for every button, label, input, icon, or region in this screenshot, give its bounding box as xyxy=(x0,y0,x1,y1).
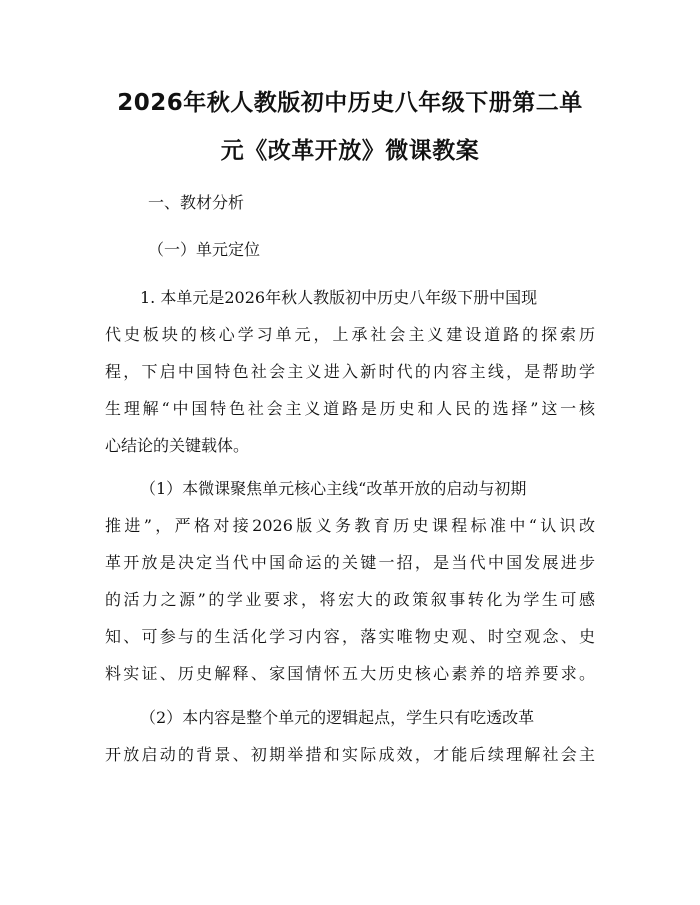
paragraph-line: （2）本内容是整个单元的逻辑起点，学生只有吃透改革 xyxy=(140,708,535,727)
section-heading: 一、教材分析 xyxy=(148,193,245,212)
paragraph-line: 开放启动的背景、初期举措和实际成效，才能后续理解社会主 xyxy=(105,745,595,764)
paragraph-line: 革开放是决定当代中国命运的关键一招，是当代中国发展进步 xyxy=(105,553,595,572)
paragraph-line: 1. 本单元是2026年秋人教版初中历史八年级下册中国现 xyxy=(140,288,538,307)
paragraph-line: 生理解“中国特色社会主义道路是历史和人民的选择”这一核 xyxy=(105,399,595,418)
paragraph-line: 程，下启中国特色社会主义进入新时代的内容主线，是帮助学 xyxy=(105,362,595,381)
document-title-line-1: 2026年秋人教版初中历史八年级下册第二单 xyxy=(117,90,583,116)
paragraph-line: 代史板块的核心学习单元，上承社会主义建设道路的探索历 xyxy=(105,325,595,344)
document-title-line-2: 元《改革开放》微课教案 xyxy=(220,138,480,164)
subsection-heading: （一）单元定位 xyxy=(148,240,261,259)
paragraph-line: 推进”，严格对接2026版义务教育历史课程标准中“认识改 xyxy=(105,516,595,535)
paragraph-line: 知、可参与的生活化学习内容，落实唯物史观、时空观念、史 xyxy=(105,627,595,646)
paragraph-line: （1）本微课聚焦单元核心主线“改革开放的启动与初期 xyxy=(140,479,527,498)
paragraph-line: 的活力之源”的学业要求，将宏大的政策叙事转化为学生可感 xyxy=(105,590,595,609)
paragraph-line: 料实证、历史解释、家国情怀五大历史核心素养的培养要求。 xyxy=(105,664,595,683)
paragraph-line: 心结论的关键载体。 xyxy=(105,436,250,455)
